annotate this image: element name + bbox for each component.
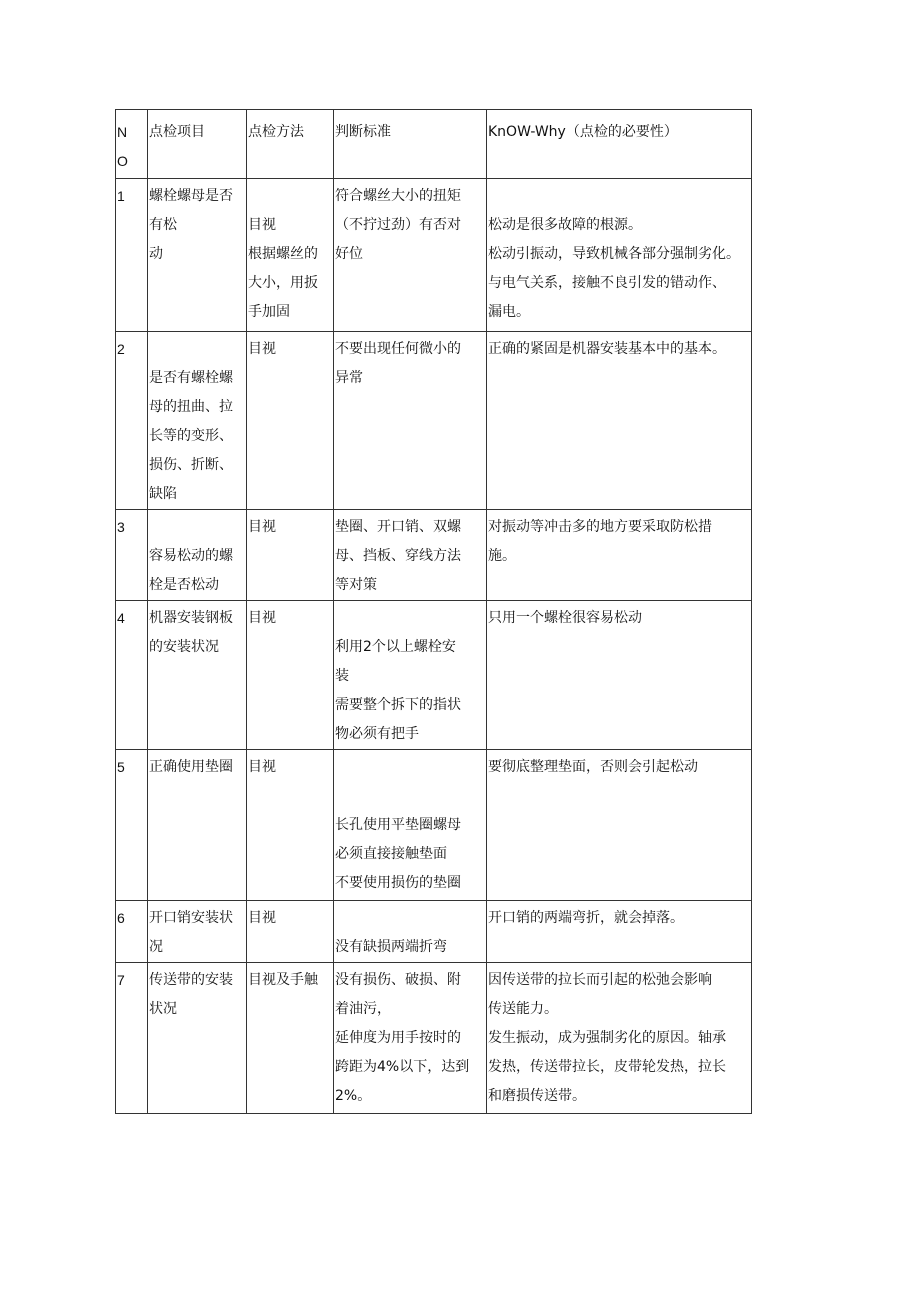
row-item: 正确使用垫圈 (148, 750, 247, 901)
row-method: 目视 (247, 601, 334, 750)
row-why: 只用一个螺栓很容易松动 (487, 601, 752, 750)
row-no: 5 (116, 750, 148, 901)
row-item: 机器安装钢板 的安装状况 (148, 601, 247, 750)
row-method: 目视 (247, 901, 334, 963)
row-standard: 长孔使用平垫圈螺母 必须直接接触垫面 不要使用损伤的垫圈 (334, 750, 487, 901)
row-why: 正确的紧固是机器安装基本中的基本。 (487, 332, 752, 510)
table-row (116, 601, 752, 750)
row-method: 目视 (247, 750, 334, 901)
row-standard: 垫圈、开口销、双螺 母、挡板、穿线方法 等对策 (334, 510, 487, 601)
row-standard: 符合螺丝大小的扭矩 （不拧过劲）有否对 好位 (334, 179, 487, 332)
header-method: 点检方法 (247, 110, 334, 179)
row-item: 容易松动的螺 栓是否松动 (148, 510, 247, 601)
table-row (116, 901, 752, 963)
row-why: 对振动等冲击多的地方要采取防松措 施。 (487, 510, 752, 601)
header-no: N O (116, 110, 148, 179)
row-no: 7 (116, 963, 148, 1114)
row-item: 螺栓螺母是否 有松 动 (148, 179, 247, 332)
row-method: 目视 (247, 510, 334, 601)
table-row (116, 750, 752, 901)
row-standard: 不要出现任何微小的 异常 (334, 332, 487, 510)
row-standard: 没有缺损两端折弯 (334, 901, 487, 963)
row-item: 传送带的安装 状况 (148, 963, 247, 1114)
header-why: KnOW-Why（点检的必要性） (487, 110, 752, 179)
row-method: 目视 根据螺丝的 大小，用扳 手加固 (247, 179, 334, 332)
header-standard: 判断标准 (334, 110, 487, 179)
row-no: 2 (116, 332, 148, 510)
inspection-table (115, 109, 752, 1114)
row-method: 目视及手触 (247, 963, 334, 1114)
row-no: 6 (116, 901, 148, 963)
table-row (116, 510, 752, 601)
row-no: 1 (116, 179, 148, 332)
row-why: 松动是很多故障的根源。 松动引振动，导致机械各部分强制劣化。 与电气关系，接触不良引发的错动作、 漏电。 (487, 179, 752, 332)
row-no: 4 (116, 601, 148, 750)
header-item: 点检项目 (148, 110, 247, 179)
table-row (116, 179, 752, 332)
row-item: 开口销安装状 况 (148, 901, 247, 963)
row-method: 目视 (247, 332, 334, 510)
row-why: 要彻底整理垫面，否则会引起松动 (487, 750, 752, 901)
row-item: 是否有螺栓螺 母的扭曲、拉 长等的变形、 损伤、折断、 缺陷 (148, 332, 247, 510)
row-why: 开口销的两端弯折，就会掉落。 (487, 901, 752, 963)
inspection-sheet (115, 109, 751, 1114)
table-header-row (116, 110, 752, 179)
row-standard: 利用2个以上螺栓安 装 需要整个拆下的指状 物必须有把手 (334, 601, 487, 750)
table-row (116, 963, 752, 1114)
row-standard: 没有损伤、破损、附 着油污， 延伸度为用手按时的 跨距为4%以下，达到 2%。 (334, 963, 487, 1114)
row-why: 因传送带的拉长而引起的松弛会影响 传送能力。 发生振动，成为强制劣化的原因。轴承 发热，传送带拉长，皮带轮发热，拉长 和磨损传送带。 (487, 963, 752, 1114)
table-row (116, 332, 752, 510)
row-no: 3 (116, 510, 148, 601)
